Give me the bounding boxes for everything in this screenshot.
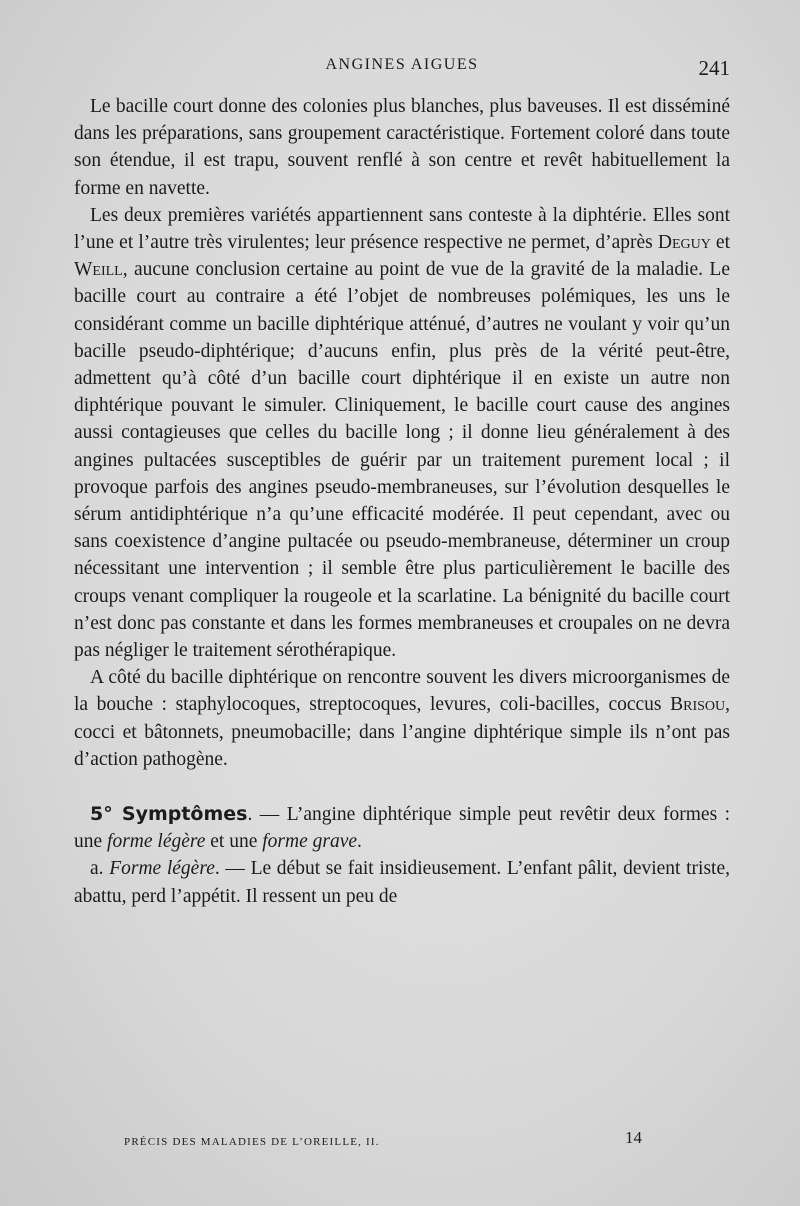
section-heading: 5° Symptômes bbox=[90, 803, 248, 826]
paragraph-symptomes bbox=[74, 801, 730, 855]
text-segment: . — Le début se fait insidieusement. L’enfant pâlit, devient triste, abattu, perd l’appétit. Il ressent un peu de bbox=[74, 858, 730, 907]
text-segment: . bbox=[357, 831, 362, 853]
paragraph-microorganismes bbox=[74, 664, 730, 773]
page-number: 241 bbox=[698, 56, 730, 80]
author-name: Weill bbox=[74, 259, 123, 281]
text-segment: , aucune conclusion certaine au point de vue de la gravité de la maladie. Le bacille court au contraire a été l’objet de nombreuses polémiques, les uns le considérant comme un bacille diphtérique atténué, d’autres ne voulant y voir qu’un bacille pseudo-diphtérique; d’aucuns enfin, plus près de la vérité peut-être, admettent qu’à côté d’un bacille court diphtérique il en existe un autre non diphtérique pouvant le simuler. Cliniquement, le bacille court cause des angines aussi contagieuses que celles du bacille long ; il donne lieu généralement à des angines pultacées susceptibles de guérir par un traitement purement local ; il provoque parfois des angines pseudo-membraneuses, sur l’évolution desquelles le sérum antidiphtérique n’a qu’une efficacité modérée. Il peut cependant, avec ou sans coexistence d’angine pultacée ou pseudo-membraneuse, déterminer un croup nécessitant une intervention ; il semble être plus particulièrement le bacille des croups venant compliquer la rougeole et la scarlatine. La bénignité du bacille court n’est donc pas constante et dans les formes membraneuses et croupales on ne devra pas négliger le traitement sérothérapique. bbox=[74, 259, 730, 662]
text-segment: . — L’angine diphtérique simple peut revêtir deux formes : une bbox=[74, 804, 730, 853]
emphasis-term: Forme légère bbox=[109, 858, 215, 880]
paragraph-forme-legere bbox=[74, 855, 730, 909]
author-name: Deguy bbox=[657, 232, 711, 254]
author-name: Brisou bbox=[670, 694, 726, 716]
text-segment: , cocci et bâtonnets, pneumobacille; dans l’angine diphtérique simple ils n’ont pas d’action pathogène. bbox=[74, 694, 730, 770]
emphasis-term: forme grave bbox=[262, 831, 358, 853]
list-label: a. bbox=[90, 858, 104, 880]
running-title: ANGINES AIGUES bbox=[325, 56, 479, 73]
footer-book-title: PRÉCIS DES MALADIES DE L’OREILLE, II. bbox=[124, 1136, 380, 1148]
emphasis-term: forme légère bbox=[107, 831, 206, 853]
text-segment: Les deux premières variétés appartiennent sans conteste à la diphtérie. Elles sont l’une et l’autre très virulentes; leur présence respective ne permet, d’après bbox=[74, 204, 730, 254]
text-segment: et une bbox=[205, 831, 263, 853]
text-segment: et bbox=[710, 232, 730, 254]
paragraph-varietes bbox=[74, 202, 730, 664]
text-segment: A côté du bacille diphtérique on rencontre souvent les divers microorganismes de la bouche : staphylocoques, streptocoques, levures, coli-bacilles, coccus bbox=[74, 667, 730, 716]
page-footer bbox=[124, 1128, 730, 1156]
signature-mark: 14 bbox=[625, 1128, 642, 1147]
paragraph-bacille-court: Le bacille court donne des colonies plus blanches, plus baveuses. Il est disséminé dans les préparations, sans groupement caractéristique. Fortement coloré dans toute son étendue, il est trapu, souvent renflé à son centre et revêt habituellement la forme en navette. bbox=[74, 96, 730, 199]
page-header bbox=[72, 52, 732, 82]
page-body bbox=[74, 93, 730, 910]
